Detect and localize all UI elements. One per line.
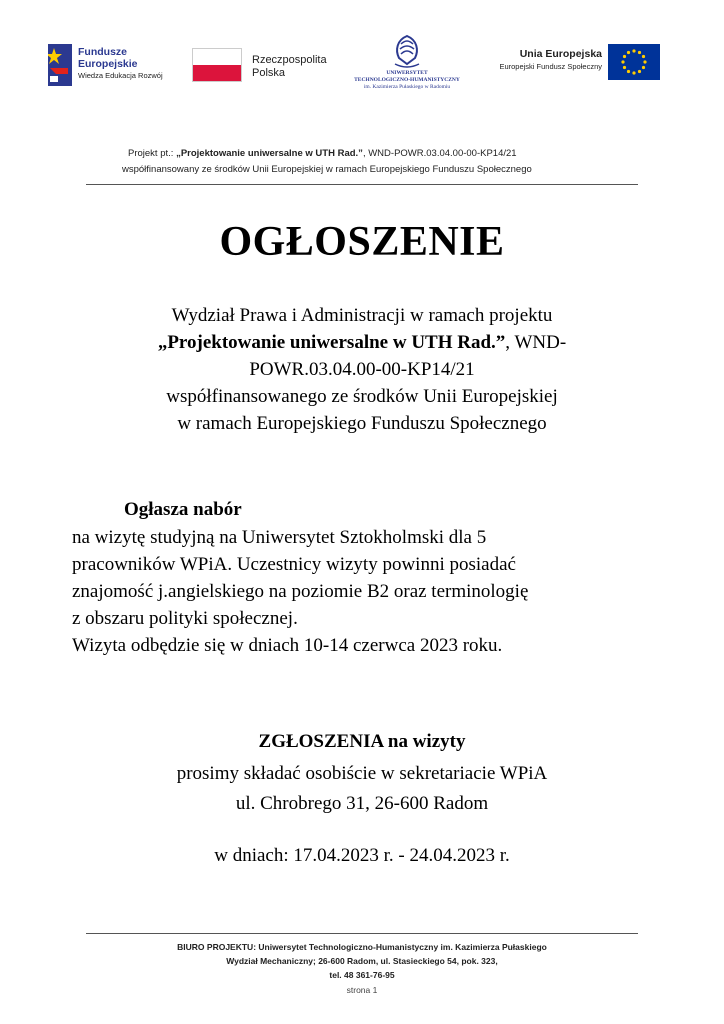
uth-logo: [348, 34, 466, 90]
project-header-line2: współfinansowany ze środków Unii Europejskiej w ramach Europejskiego Funduszu Społecznego: [122, 164, 532, 175]
project-prefix: Projekt pt.:: [128, 148, 177, 159]
fundusze-europejskie-icon: [48, 44, 72, 86]
applications-dates: w dniach: 17.04.2023 r. - 24.04.2023 r.: [214, 845, 510, 866]
fe-logo-line1: Fundusze: [78, 46, 127, 58]
ue-logo-line2: Europejski Fundusz Społeczny: [499, 62, 602, 71]
ue-logo-line1: Unia Europejska: [519, 48, 602, 60]
fundusze-europejskie-logo: [48, 44, 178, 88]
footer-line3: tel. 48 361-76-95: [329, 970, 395, 980]
rp-logo-line1: Rzeczpospolita: [252, 54, 327, 66]
header-divider: [86, 184, 638, 185]
footer-line2: Wydział Mechaniczny; 26-600 Radom, ul. Stasieckiego 54, pok. 323,: [226, 956, 498, 966]
project-code: , WND-POWR.03.04.00-00-KP14/21: [362, 148, 517, 159]
intro-line1: Wydział Prawa i Administracji w ramach projektu: [171, 305, 553, 326]
intro-line5: w ramach Europejskiego Funduszu Społecznego: [177, 413, 547, 434]
rp-logo-line2: Polska: [252, 67, 286, 79]
announcement-line: z obszaru polityki społecznej.: [72, 608, 298, 629]
page-number: strona 1: [346, 985, 378, 995]
applications-address: ul. Chrobrego 31, 26-600 Radom: [235, 793, 489, 814]
announcement-line: pracowników WPiA. Uczestnicy wizyty powinni posiadać: [72, 554, 516, 575]
poland-flag-icon: [192, 48, 242, 82]
uth-logo-line3: im. Kazimierza Pułaskiego w Radomiu: [363, 84, 451, 90]
intro-project-title: „Projektowanie uniwersalne w UTH Rad.”: [157, 332, 506, 353]
applications-line1: prosimy składać osobiście w sekretariacie WPiA: [176, 763, 548, 784]
applications-heading: ZGŁOSZENIA na wizyty: [258, 731, 466, 752]
uth-emblem-icon: [387, 34, 427, 70]
rzeczpospolita-logo: [192, 48, 340, 86]
announcement-line: znajomość j.angielskiego na poziomie B2 oraz terminologię: [72, 581, 529, 602]
project-title: „Projektowanie uniwersalne w UTH Rad.”: [176, 148, 363, 159]
intro-line2: [0, 331, 724, 355]
intro-line2-rest: , WND-: [505, 332, 567, 353]
announcement-line: Wizyta odbędzie się w dniach 10-14 czerwca 2023 roku.: [72, 635, 503, 656]
announcement-heading: Ogłasza nabór: [124, 499, 242, 520]
project-header-line1: [128, 148, 517, 159]
announcement-line: na wizytę studyjną na Uniwersytet Sztokholmski dla 5: [72, 527, 487, 548]
fe-logo-line3: Wiedza Edukacja Rozwój: [78, 71, 163, 80]
footer-line1: BIURO PROJEKTU: Uniwersytet Technologiczno-Humanistyczny im. Kazimierza Pułaskiego: [177, 942, 547, 952]
page-title: OGŁOSZENIE: [219, 219, 505, 265]
unia-europejska-logo: [490, 44, 660, 84]
intro-line3: POWR.03.04.00-00-KP14/21: [249, 359, 475, 380]
fe-logo-line2: Europejskie: [78, 58, 138, 70]
eu-flag-icon: [608, 44, 660, 80]
uth-logo-line2: TECHNOLOGICZNO-HUMANISTYCZNY: [354, 77, 460, 83]
footer-divider: [86, 933, 638, 934]
intro-line4: współfinansowanego ze środków Unii Europejskiej: [166, 386, 558, 407]
uth-logo-line1: UNIWERSYTET: [386, 70, 428, 76]
